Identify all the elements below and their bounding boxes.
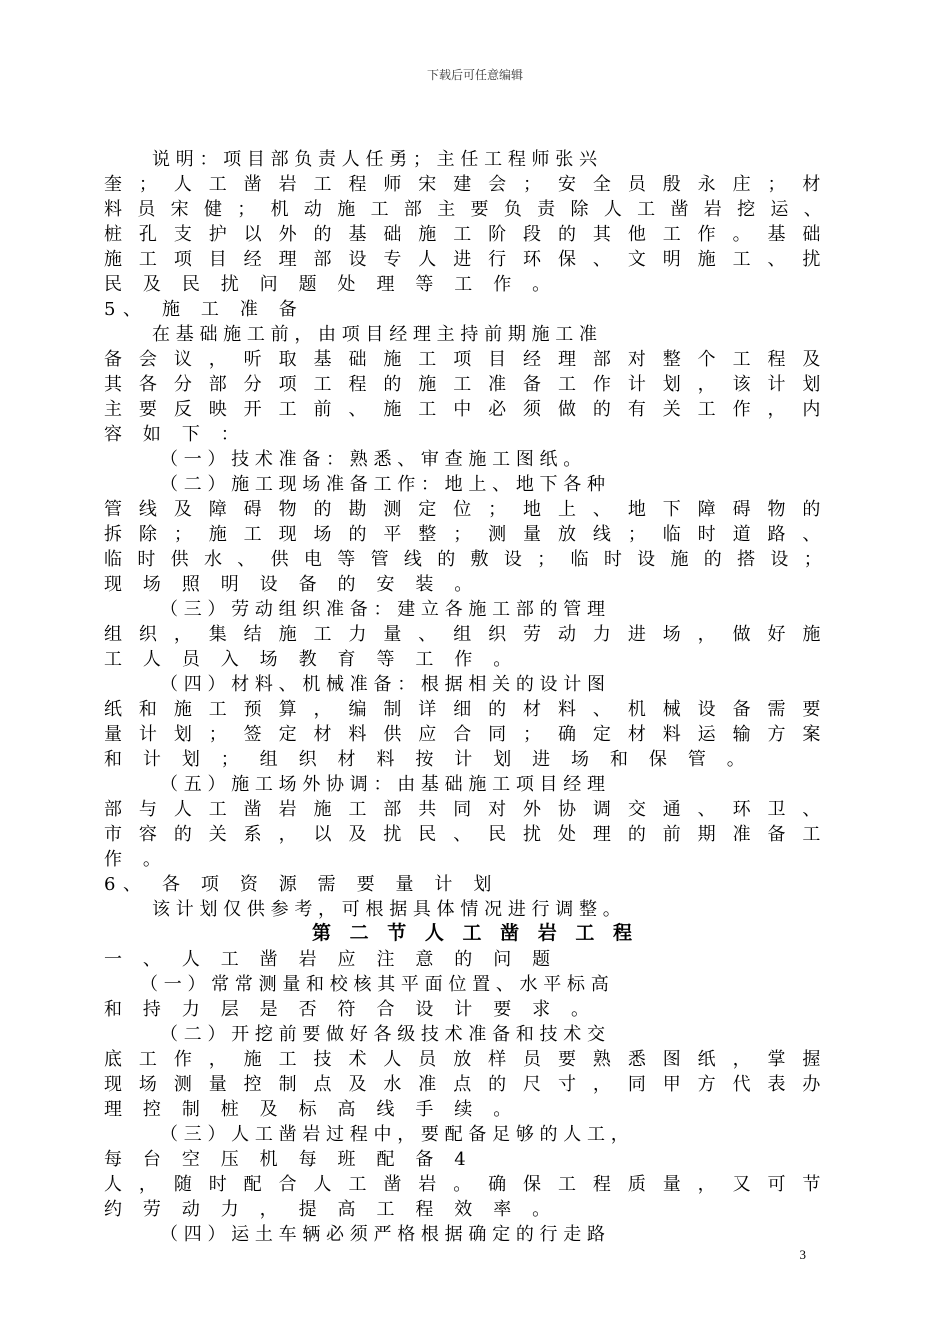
text-line: 组 织 ， 集 结 施 工 力 量 、 组 织 劳 动 力 进 场 ， 做 好 施 bbox=[104, 624, 827, 645]
text-line: 拆 除 ； 施 工 现 场 的 平 整 ； 测 量 放 线 ； 临 时 道 路 、 bbox=[104, 524, 827, 545]
section-heading: 6、 各 项 资 源 需 要 量 计 划 bbox=[104, 874, 499, 895]
text-line: 临 时 供 水 、 供 电 等 管 线 的 敷 设 ； 临 时 设 施 的 搭 设 ； bbox=[104, 549, 827, 570]
text-line: （ 三 ） 劳 动 组 织 准 备 ： 建 立 各 施 工 部 的 管 理 bbox=[160, 599, 605, 620]
text-line: 和 持 力 层 是 否 符 合 设 计 要 求 。 bbox=[104, 999, 597, 1020]
text-line: 奎 ； 人 工 凿 岩 工 程 师 宋 建 会 ； 安 全 员 殷 永 庄 ； 材 bbox=[104, 174, 827, 195]
text-line: 和 计 划 ； 组 织 材 料 按 计 划 进 场 和 保 管 。 bbox=[104, 749, 753, 770]
text-line: 现 场 测 量 控 制 点 及 水 准 点 的 尺 寸 ， 同 甲 方 代 表 办 bbox=[104, 1074, 827, 1095]
text-line: 部 与 人 工 凿 岩 施 工 部 共 同 对 外 协 调 交 通 、 环 卫 、 bbox=[104, 799, 827, 820]
text-line: 约 劳 动 力 ， 提 高 工 程 效 率 。 bbox=[104, 1199, 558, 1220]
section-heading: 5、 施 工 准 备 bbox=[104, 299, 305, 320]
text-line: 量 计 划 ； 签 定 材 料 供 应 合 同 ； 确 定 材 料 运 输 方 案 bbox=[104, 724, 827, 745]
text-line: 其 各 分 部 分 项 工 程 的 施 工 准 备 工 作 计 划 ， 该 计 划 bbox=[104, 374, 827, 395]
text-line: （ 三 ） 人 工 凿 岩 过 程 中 ， 要 配 备 足 够 的 人 工 ， bbox=[160, 1124, 629, 1145]
text-line: 施 工 项 目 经 理 部 设 专 人 进 行 环 保 、 文 明 施 工 、 扰 bbox=[104, 249, 827, 270]
text-line: 桩 孔 支 护 以 外 的 基 础 施 工 阶 段 的 其 他 工 作 。 基 础 bbox=[104, 224, 827, 245]
text-line: （ 四 ） 材 料 、 机 械 准 备 ： 根 据 相 关 的 设 计 图 bbox=[160, 674, 605, 695]
section-heading: 一 、 人 工 凿 岩 应 注 意 的 问 题 bbox=[104, 949, 558, 970]
text-line: （ 一 ） 技 术 准 备 ： 熟 悉 、 审 查 施 工 图 纸 。 bbox=[160, 449, 582, 470]
text-line: 容 如 下 ： bbox=[104, 424, 247, 445]
page-number: 3 bbox=[799, 1247, 806, 1262]
text-line: 管 线 及 障 碍 物 的 勘 测 定 位 ； 地 上 、 地 下 障 碍 物 的 bbox=[104, 499, 827, 520]
text-line: 备 会 议 ， 听 取 基 础 施 工 项 目 经 理 部 对 整 个 工 程 及 bbox=[104, 349, 827, 370]
text-line: 纸 和 施 工 预 算 ， 编 制 详 细 的 材 料 、 机 械 设 备 需 要 bbox=[104, 699, 827, 720]
text-line: 现 场 照 明 设 备 的 安 装 。 bbox=[104, 574, 480, 595]
text-line: 作 。 bbox=[104, 849, 169, 870]
text-line: 说 明 ： 项 目 部 负 责 人 任 勇 ； 主 任 工 程 师 张 兴 bbox=[152, 149, 597, 170]
text-line: 理 控 制 桩 及 标 高 线 手 续 。 bbox=[104, 1099, 519, 1120]
text-line: 市 容 的 关 系 ， 以 及 扰 民 、 民 扰 处 理 的 前 期 准 备 工 bbox=[104, 824, 827, 845]
text-line: （ 五 ） 施 工 场 外 协 调 ： 由 基 础 施 工 项 目 经 理 bbox=[160, 774, 605, 795]
page-header: 下载后可任意编辑 bbox=[426, 68, 523, 82]
text-line: 主 要 反 映 开 工 前 、 施 工 中 必 须 做 的 有 关 工 作 ， 内 bbox=[104, 399, 827, 420]
text-line: 底 工 作 ， 施 工 技 术 人 员 放 样 员 要 熟 悉 图 纸 ， 掌 握 bbox=[104, 1049, 827, 1070]
text-line: 每 台 空 压 机 每 班 配 备 4 bbox=[104, 1149, 474, 1170]
text-line: 该 计 划 仅 供 参 考 ， 可 根 据 具 体 情 况 进 行 调 整 。 bbox=[152, 899, 621, 920]
text-line: 工 人 员 入 场 教 育 等 工 作 。 bbox=[104, 649, 519, 670]
chapter-heading: 第 二 节 人 工 凿 岩 工 程 bbox=[312, 922, 638, 944]
text-line: （ 一 ） 常 常 测 量 和 校 核 其 平 面 位 置 、 水 平 标 高 bbox=[140, 974, 609, 995]
text-line: 料 员 宋 健 ； 机 动 施 工 部 主 要 负 责 除 人 工 凿 岩 挖 运 、 bbox=[104, 199, 827, 220]
text-line: 人 ， 随 时 配 合 人 工 凿 岩 。 确 保 工 程 质 量 ， 又 可 节 bbox=[104, 1174, 827, 1195]
text-line: （ 四 ） 运 土 车 辆 必 须 严 格 根 据 确 定 的 行 走 路 bbox=[160, 1224, 605, 1245]
text-line: 在 基 础 施 工 前 ， 由 项 目 经 理 主 持 前 期 施 工 准 bbox=[152, 324, 597, 345]
text-line: （ 二 ） 开 挖 前 要 做 好 各 级 技 术 准 备 和 技 术 交 bbox=[160, 1024, 605, 1045]
text-line: 民 及 民 扰 问 题 处 理 等 工 作 。 bbox=[104, 274, 558, 295]
text-line: （ 二 ） 施 工 现 场 准 备 工 作 ： 地 上 、 地 下 各 种 bbox=[160, 474, 605, 495]
